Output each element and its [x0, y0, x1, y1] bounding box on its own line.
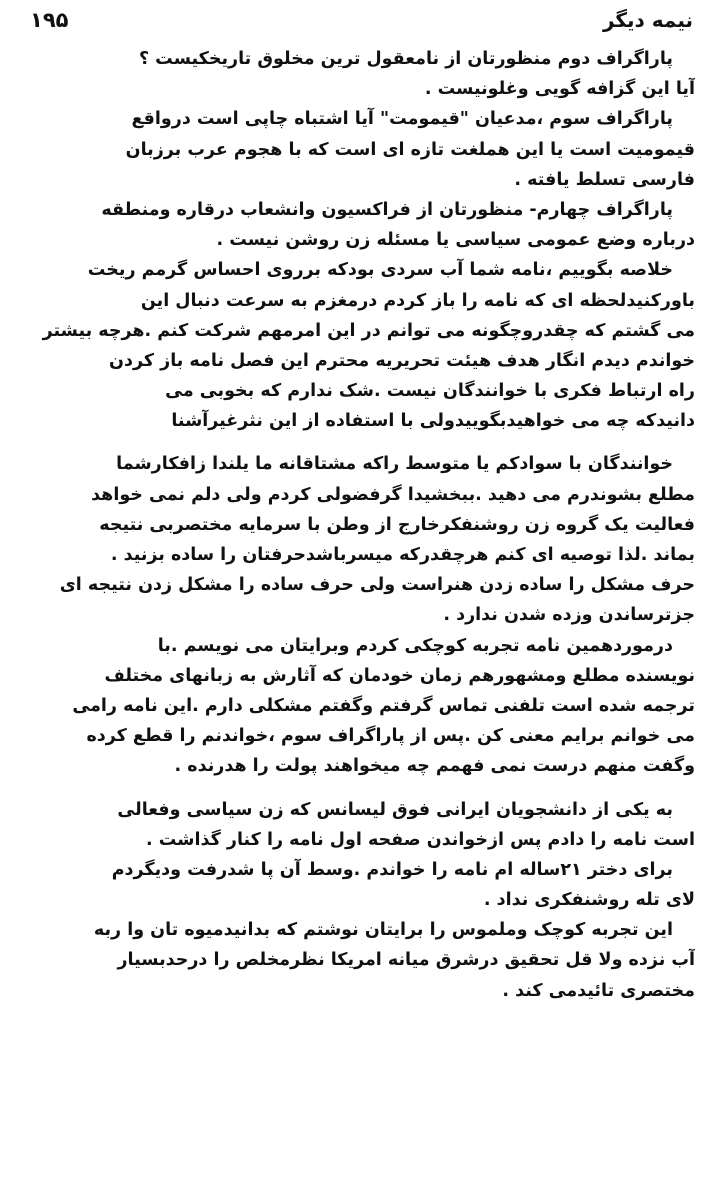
text-line: خوانندگان با سوادکم یا متوسط راکه مشتاقانه ما یلندا زافکارشما — [116, 454, 673, 475]
text-line: آب نزده ولا قل تحقیق درشرق میانه امریکا نظرمخلص را درحدبسیار — [117, 950, 695, 971]
paragraph — [20, 915, 695, 1006]
paragraph — [20, 631, 695, 782]
paragraph — [20, 44, 695, 104]
text-line: است نامه را دادم پس ازخواندن صفحه اول نامه را کنار گذاشت . — [146, 829, 695, 850]
text-line: مختصری تائیدمی کند . — [502, 980, 695, 1001]
text-line: آیا این گزافه گویی وغلونیست . — [424, 79, 695, 100]
text-line: جزترساندن وزده شدن ندارد . — [443, 605, 695, 626]
page-header — [0, 8, 709, 38]
text-line: می خوانم برایم معنی کن .پس از پاراگراف سوم ،خواندنم را قطع کرده — [86, 726, 695, 747]
paragraph — [20, 255, 695, 436]
text-line: پاراگراف سوم ،مدعیان "قیمومت" آیا اشتباه چاپی است درواقع — [131, 109, 673, 130]
text-line: این تجربه کوچک وملموس را برایتان نوشتم که بدانیدمیوه تان وا ربه — [93, 920, 673, 941]
text-line: خلاصه بگوییم ،نامه شما آب سردی بودکه برروی احساس گرمم ریخت — [87, 260, 673, 281]
text-line: درباره وضع عمومی سیاسی یا مسئله زن روشن نیست . — [216, 230, 695, 251]
text-line: پاراگراف دوم منظورتان از نامعقول ترین مخلوق تاریخکیست ؟ — [138, 49, 673, 69]
paragraph — [20, 795, 695, 855]
text-line: لای تله روشنفکری نداد . — [483, 890, 695, 911]
text-line: ترجمه شده است تلفنی تماس گرفتم وگفتم مشکلی دارم .این نامه رامی — [72, 695, 695, 716]
text-line: فارسی تسلط یافته . — [514, 169, 695, 190]
text-line: دانیدکه چه می خواهیدبگوییدولی با استفاده از این نثرغیرآشنا — [171, 411, 695, 432]
text-line: مطلع بشوندرم می دهید .ببخشیدا گرفضولی کردم ولی دلم نمی خواهد — [91, 484, 695, 505]
text-line: باورکنیدلحظه ای که نامه را باز کردم درمغزم به سرعت دنبال این — [140, 290, 695, 311]
text-line: می گشتم که چقدروچگونه می توانم در این امرمهم شرکت کنم .هرچه بیشتر — [42, 320, 695, 341]
text-line: پاراگراف چهارم- منظورتان از فراکسیون وانشعاب درقاره ومنطقه — [101, 199, 673, 220]
text-line: بماند .لذا توصیه ای کنم هرچقدرکه میسرباشدحرفتان را ساده بزنید . — [110, 545, 695, 565]
text-line: برای دختر ۲۱ساله ام نامه را خواندم .وسط آن پا شدرفت ودیگردم — [111, 859, 673, 880]
paragraph — [20, 104, 695, 195]
text-line: حرف مشکل را ساده زدن هنراست ولی حرف ساده را مشکل زدن نتیجه ای — [59, 575, 695, 596]
text-line: قیمومیت است یا این هملغت تازه ای است که با هجوم عرب برزبان — [125, 139, 695, 160]
text-line: فعالیت یک گروه زن روشنفکرخارج از وطن با سرمایه مختصربی نتیجه — [99, 514, 695, 535]
paragraph — [20, 195, 695, 255]
paragraph-gap — [20, 436, 695, 449]
page-number: ۱۹۵ — [30, 8, 69, 32]
paragraph — [20, 855, 695, 915]
text-line: وگفت منهم درست نمی فهمم چه میخواهند پولت را هدرنده . — [174, 756, 695, 777]
running-title: نیمه دیگر — [602, 8, 693, 32]
text-line: راه ارتباط فکری با خوانندگان نیست .شک ندارم که بخوبی می — [165, 381, 695, 402]
text-line: به یکی از دانشجویان ایرانی فوق لیسانس که زن سیاسی وفعالی — [117, 799, 673, 820]
body-text — [20, 44, 695, 1192]
paragraph — [20, 449, 695, 630]
text-line: درموردهمین نامه تجربه کوچکی کردم وبرایتان می نویسم .با — [157, 635, 673, 656]
paragraph-gap — [20, 782, 695, 795]
text-line: نویسنده مطلع ومشهورهم زمان خودمان که آثارش به زبانهای مختلف — [104, 665, 695, 686]
text-line: خواندم دیدم انگار هدف هیئت تحریریه محترم این فصل نامه باز کردن — [109, 350, 695, 371]
